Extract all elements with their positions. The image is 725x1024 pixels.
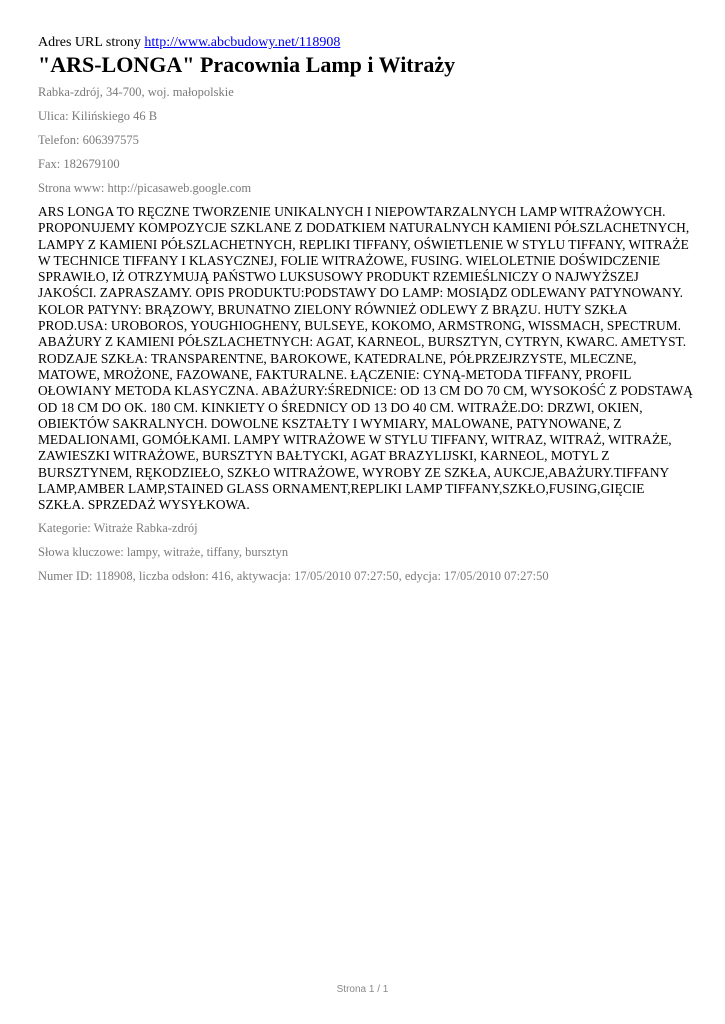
page-title: "ARS-LONGA" Pracownia Lamp i Witraży [38,52,456,77]
description-text: ARS LONGA TO RĘCZNE TWORZENIE UNIKALNYCH I NIEPOWTARZALNYCH LAMP WITRAŻOWYCH. PROPONUJEMY KOMPOZYCJE SZKLANE Z DODATKIEM NATURALNYCH KAMIENI PÓŁSZLACHETNYCH, LAMPY Z KAMIENI PÓŁSZLACHETNYCH, REPLIKI TIFFANY, OŚWIETLENIE W STYLU TIFFANY, WITRAŻE W TECHNICE TIFFANY I KLASYCZNEJ, FOLIE WITRAŻOWE, FUSING. WIELOLETNIE DOŚWIDCZENIE SPRAWIŁO, IŻ OTRZYMUJĄ PAŃSTWO LUKSUSOWY PRODUKT RZEMIEŚLNICZY O NAJWYŻSZEJ JAKOŚCI. ZAPRASZAMY. OPIS PRODUKTU:PODSTAWY DO LAMP: MOSIĄDZ ODLEWANY PATYNOWANY. KOLOR PATYNY: BRĄZOWY, BRUNATNO ZIELONY RÓWNIEŻ ODLEWY Z BRĄZU. HUTY SZKŁA PROD.USA: UROBOROS, YOUGHIOGHENY, BULSEYE, KOKOMO, ARMSTRONG, WISSMACH, SPECTRUM. ABAŻURY Z KAMIENI PÓŁSZLACHETNYCH: AGAT, KARNEOL, BURSZTYN, CYTRYN, KWARC. AMETYST. RODZAJE SZKŁA: TRANSPARENTNE, BAROKOWE, KATEDRALNE, PÓŁPRZEJRZYSTE, MLECZNE, MATOWE, MROŻONE, FAZOWANE, FAKTURALNE. ŁĄCZENIE: CYNĄ-METODA TIFFANY, PROFIL OŁOWIANY METODA KLASYCZNA. ABAŻURY:ŚREDNICE: OD 13 CM DO 70 CM, WYSOKOŚĆ Z PODSTAWĄ OD 18 CM DO OK. 180 CM. KINKIETY O ŚREDNICY OD 13 DO 40 CM. WITRAŻE.DO: DRZWI, OKIEN, OBIEKTÓW SAKRALNYCH. DOWOLNE KSZTAŁTY I WYMIARY, MALOWANE, PATYNOWANE, Z MEDALIONAMI, GOMÓŁKAMI. LAMPY WITRAŻOWE W STYLU TIFFANY, WITRAZ, WITRAŻ, WITRAŻE, ZAWIESZKI WITRAŻOWE, BURSZTYN BAŁTYCKI, AGAT BRAZYLIJSKI, KARNEOL, MOTYL Z BURSZTYNEM, RĘKODZIEŁO, SZKŁO WITRAŻOWE, WYROBY ZE SZKŁA, AUKCJE,ABAŻURY.TIFFANY LAMP,AMBER LAMP,STAINED GLASS ORNAMENT,REPLIKI LAMP TIFFANY,SZKŁO,FUSING,GIĘCIE SZKŁA. SPRZEDAŻ WYSYŁKOWA. [38,204,693,513]
categories-text: Kategorie: Witraże Rabka-zdrój [38,520,198,535]
street-text: Ulica: Kilińskiego 46 B [38,109,158,123]
record-info-text: Numer ID: 118908, liczba odsłon: 416, aktywacja: 17/05/2010 07:27:50, edycja: 17/05/2010 07:27:50 [38,568,549,583]
page-number: Strona 1 / 1 [336,984,389,995]
document-page [38,34,693,592]
url-link[interactable]: http://www.abcbudowy.net/118908 [144,35,341,50]
url-label: Adres URL strony [38,35,141,50]
fax-text: Fax: 182679100 [38,157,120,171]
location-text: Rabka-zdrój, 34-700, woj. małopolskie [38,85,234,99]
url-line [38,34,693,52]
keywords-text: Słowa kluczowe: lampy, witraże, tiffany, bursztyn [38,544,289,559]
website-text: Strona www: http://picasaweb.google.com [38,181,252,195]
phone-text: Telefon: 606397575 [38,133,139,147]
